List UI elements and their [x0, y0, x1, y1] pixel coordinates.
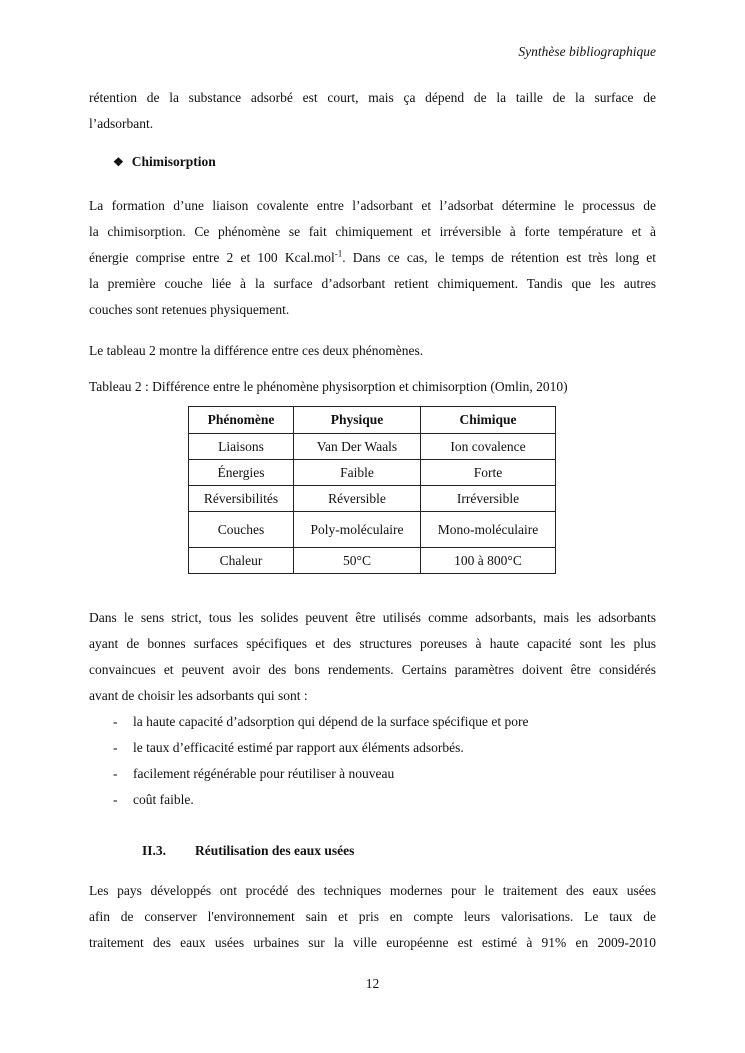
comparison-table: [188, 406, 556, 574]
text-line: afin de conserver l'environnement sain et pris en compte leurs valorisations. Le taux de: [89, 909, 656, 924]
list-item: - facilement régénérable pour réutiliser à nouveau: [113, 761, 528, 787]
text-line: la chimisorption. Ce phénomène se fait chimiquement et irréversible à forte température et à: [89, 224, 656, 239]
dash-bullet-icon: -: [113, 766, 118, 781]
section-title: Réutilisation des eaux usées: [195, 843, 355, 858]
table-cell: Réversible: [294, 486, 421, 512]
heading-label: Chimisorption: [131, 154, 216, 169]
table-cell: Poly-moléculaire: [294, 512, 421, 548]
running-header: Synthèse bibliographique: [518, 44, 656, 59]
header-cell: Physique: [294, 407, 421, 434]
diamond-bullet-icon: ❖: [113, 155, 124, 169]
table-cell: 100 à 800°C: [421, 548, 556, 574]
table-cell: Faible: [294, 460, 421, 486]
table-cell: Réversibilités: [189, 486, 294, 512]
table-cell: Liaisons: [189, 434, 294, 460]
dash-bullet-icon: -: [113, 740, 118, 755]
text-line: convaincues et peuvent avoir des bons rendements. Certains paramètres doivent être considérés: [89, 662, 656, 677]
dash-bullet-icon: -: [113, 714, 118, 729]
table-cell: Chaleur: [189, 548, 294, 574]
table-row: [189, 434, 556, 460]
table-cell: Ion covalence: [421, 434, 556, 460]
dash-bullet-icon: -: [113, 792, 118, 807]
text-line: l’adsorbant.: [89, 116, 154, 131]
table-cell: Irréversible: [421, 486, 556, 512]
table-cell: Énergies: [189, 460, 294, 486]
text-line: avant de choisir les adsorbants qui sont :: [89, 688, 308, 703]
table-cell: 50°C: [294, 548, 421, 574]
text-line: traitement des eaux usées urbaines sur la ville européenne est estimé à 91% en 2009-2010: [89, 935, 656, 950]
list-item: - le taux d’efficacité estimé par rapport aux éléments adsorbés.: [113, 735, 528, 761]
table-row: [189, 512, 556, 548]
section-number: II.3.: [142, 843, 167, 858]
text-line: rétention de la substance adsorbé est court, mais ça dépend de la taille de la surface de: [89, 90, 656, 105]
text-line: couches sont retenues physiquement.: [89, 302, 290, 317]
paragraph-table-intro: Le tableau 2 montre la différence entre ces deux phénomènes.: [89, 343, 424, 358]
page-number: 12: [365, 976, 380, 991]
criteria-list: [113, 709, 528, 813]
header-cell: Chimique: [421, 407, 556, 434]
chimisorption-heading: [113, 154, 216, 170]
table-cell: Mono-moléculaire: [421, 512, 556, 548]
table-cell: Couches: [189, 512, 294, 548]
text-line: la première couche liée à la surface d’adsorbant retient chimiquement. Tandis que les autres: [89, 276, 656, 291]
table-cell: Forte: [421, 460, 556, 486]
table-cell: Van Der Waals: [294, 434, 421, 460]
text-line: Les pays développés ont procédé des techniques modernes pour le traitement des eaux usées: [89, 883, 656, 898]
text-line: ayant de bonnes surfaces spécifiques et des structures poreuses à haute capacité sont les plus: [89, 636, 656, 651]
header-cell: Phénomène: [189, 407, 294, 434]
list-item: - coût faible.: [113, 787, 528, 813]
text-line: énergie comprise entre 2 et 100 Kcal.mol$^{-1}$. Dans ce cas, le temps de rétention est très long et: [89, 248, 657, 265]
table-caption: Tableau 2 : Différence entre le phénomène physisorption et chimisorption (Omlin, 2010): [89, 379, 568, 394]
text-line: La formation d’une liaison covalente entre l’adsorbant et l’adsorbat détermine le processus de: [89, 198, 656, 213]
table-row: [189, 548, 556, 574]
table-row: [189, 460, 556, 486]
table-row: [189, 486, 556, 512]
list-item: - la haute capacité d’adsorption qui dépend de la surface spécifique et pore: [113, 709, 528, 735]
table-header-row: [189, 407, 556, 434]
section-heading: [142, 843, 354, 859]
text-line: Dans le sens strict, tous les solides peuvent être utilisés comme adsorbants, mais les adsorbants: [89, 610, 656, 625]
